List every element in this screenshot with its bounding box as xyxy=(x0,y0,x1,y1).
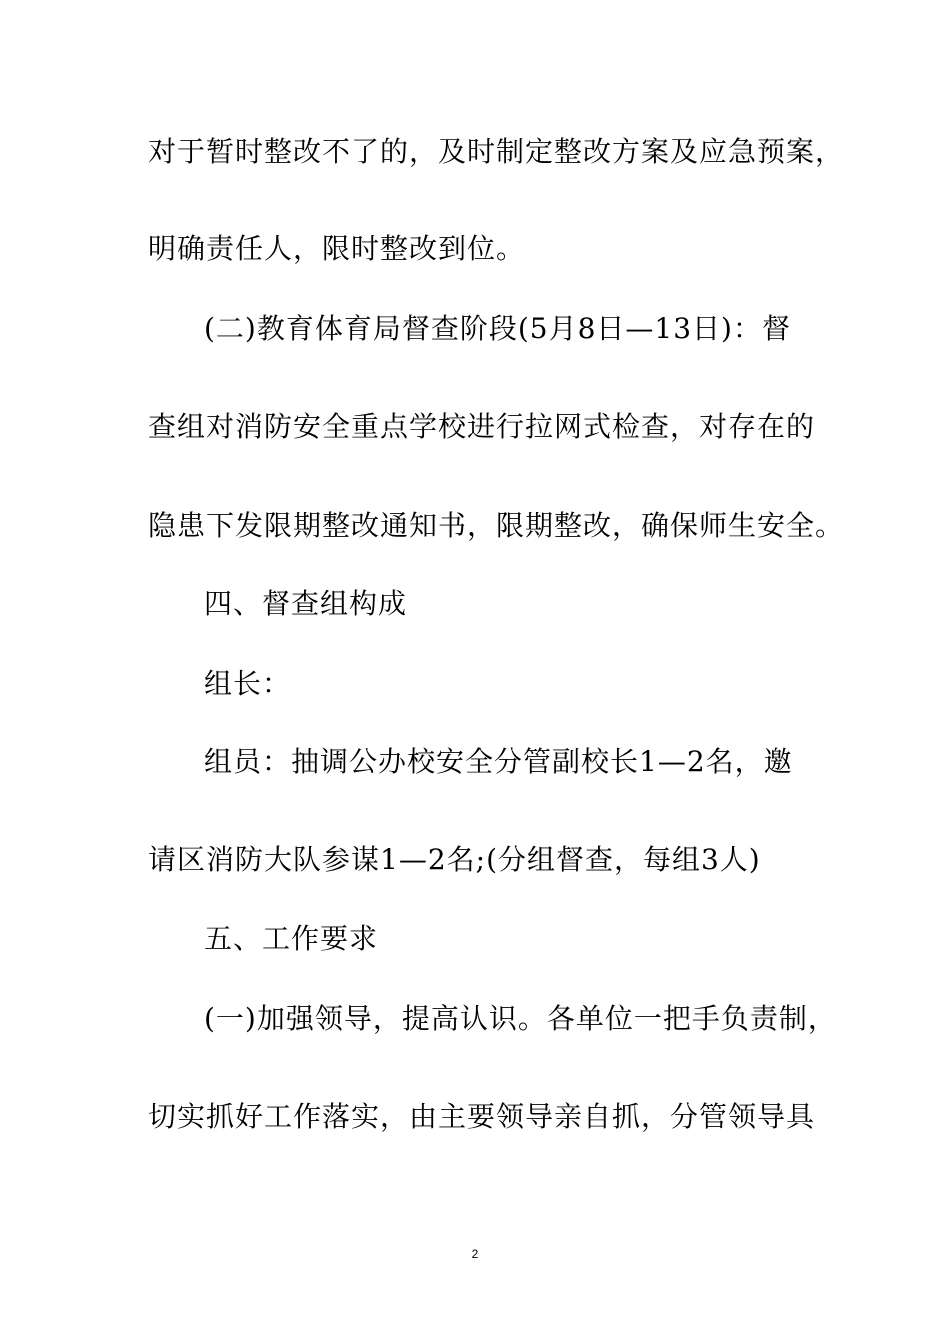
paragraph-line-3: (二)教育体育局督查阶段(5月8日—13日)：督 xyxy=(204,312,791,345)
requirements-line-2: 切实抓好工作落实，由主要领导亲自抓，分管领导具 xyxy=(148,1100,816,1133)
section-heading-4: 四、督查组构成 xyxy=(204,587,408,620)
section-heading-5: 五、工作要求 xyxy=(204,922,379,955)
paragraph-line-4: 查组对消防安全重点学校进行拉网式检查，对存在的 xyxy=(148,410,816,443)
group-members-line-2: 请区消防大队参谋1—2名;(分组督查，每组3人) xyxy=(148,843,761,876)
group-members-line-1: 组员：抽调公办校安全分管副校长1—2名，邀 xyxy=(204,745,793,778)
paragraph-line-1: 对于暂时整改不了的，及时制定整改方案及应急预案， xyxy=(148,135,845,168)
page-number: 2 xyxy=(471,1247,479,1261)
requirements-line-1: (一)加强领导，提高认识。各单位一把手负责制， xyxy=(204,1002,837,1035)
group-leader-line: 组长： xyxy=(204,667,292,700)
paragraph-line-5: 隐患下发限期整改通知书，限期整改，确保师生安全。 xyxy=(148,509,845,542)
paragraph-line-2: 明确责任人，限时整改到位。 xyxy=(148,232,526,265)
